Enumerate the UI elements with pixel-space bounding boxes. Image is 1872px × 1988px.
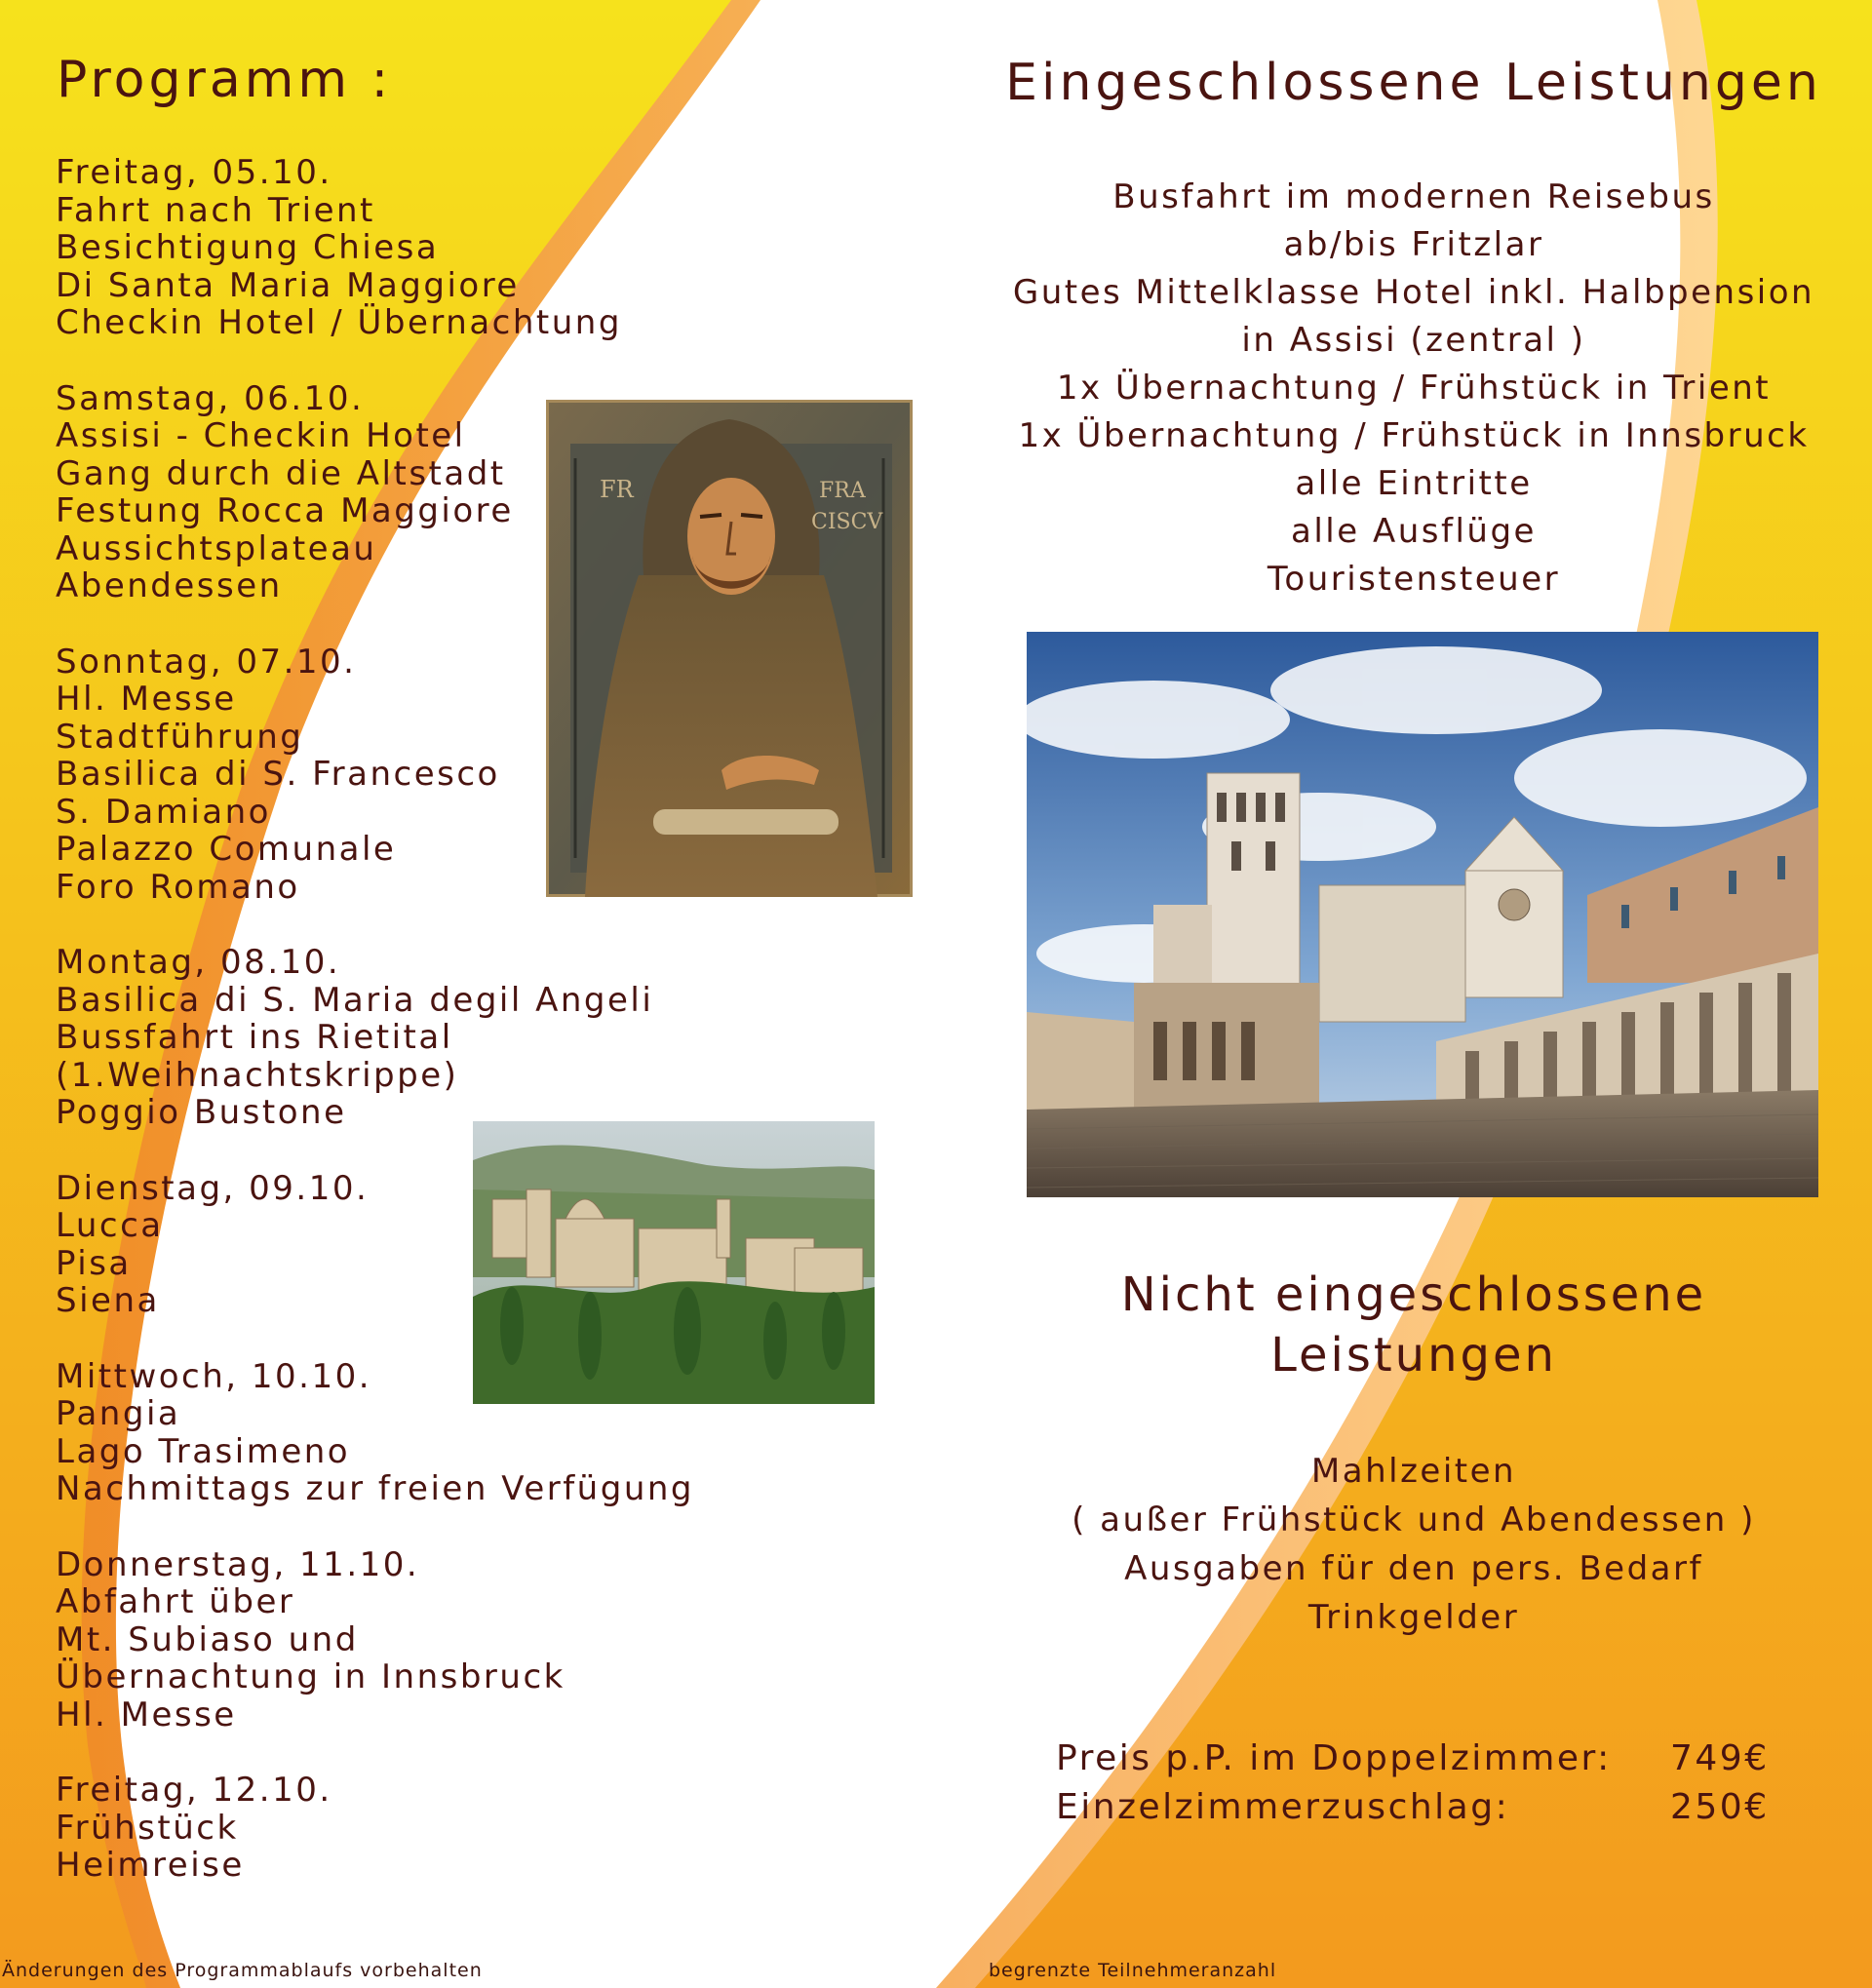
not-included-title-line-1: Nicht eingeschlossene [1120, 1267, 1707, 1322]
program-day-item: Basilica di S. Francesco [56, 755, 500, 794]
program-day-item: Foro Romano [56, 867, 300, 907]
program-day-item: Frühstück [56, 1808, 239, 1848]
basilica-san-francesco-photo [1027, 632, 1818, 1197]
program-day-date: Donnerstag, 11.10. [56, 1544, 420, 1584]
program-day-date: Sonntag, 07.10. [56, 642, 357, 682]
program-day-date: Samstag, 06.10. [56, 378, 365, 418]
program-day-item: Di Santa Maria Maggiore [56, 265, 520, 305]
program-day-item: Heimreise [56, 1846, 245, 1885]
included-service-item: ab/bis Fritzlar [1283, 225, 1544, 264]
program-day-item: Stadtführung [56, 717, 304, 757]
program-day-item: Assisi - Checkin Hotel [56, 416, 466, 455]
footer-note-limited-participants: begrenzte Teilnehmeranzahl [989, 1960, 1277, 1981]
program-day-item: Gang durch die Altstadt [56, 453, 506, 493]
program-day-item: Abfahrt über [56, 1582, 295, 1621]
program-title: Programm : [57, 51, 393, 109]
program-day-item: Checkin Hotel / Übernachtung [56, 303, 622, 342]
not-included-title-line-2: Leistungen [1270, 1328, 1557, 1383]
program-day-date: Mittwoch, 10.10. [56, 1356, 372, 1396]
included-service-item: 1x Übernachtung / Frühstück in Innsbruck [1018, 416, 1810, 455]
fresco-inscription-right-2: CISCV [811, 510, 883, 534]
included-service-item: alle Eintritte [1295, 464, 1533, 503]
not-included-services-list [975, 1447, 1852, 1642]
program-day-date: Dienstag, 09.10. [56, 1168, 370, 1208]
program-day [56, 1546, 797, 1735]
program-day-item: Hl. Messe [56, 1695, 237, 1735]
program-day-item: Hl. Messe [56, 680, 237, 719]
fresco-inscription-right-1: FRA [819, 479, 866, 503]
program-day [56, 944, 797, 1132]
program-day-item: Abendessen [56, 566, 283, 605]
double-room-price-value: 749€ [1670, 1738, 1770, 1778]
program-day-item: S. Damiano [56, 792, 271, 832]
included-service-item: Busfahrt im modernen Reisebus [1112, 177, 1715, 216]
price-row-single-supplement [1056, 1783, 1777, 1832]
program-day-item: Nachmittags zur freien Verfügung [56, 1469, 694, 1508]
single-room-supplement-label: Einzelzimmerzuschlag: [1056, 1787, 1510, 1827]
program-day-item: Bussfahrt ins Rietital [56, 1018, 453, 1057]
program-day-item: Aussichtsplateau [56, 528, 377, 568]
included-service-item: 1x Übernachtung / Frühstück in Trient [1056, 369, 1772, 408]
not-included-service-item: Ausgaben für den pers. Bedarf [1124, 1549, 1703, 1588]
included-service-item: Gutes Mittelklasse Hotel inkl. Halbpension [1012, 273, 1815, 312]
included-service-item: Touristensteuer [1267, 560, 1561, 599]
not-included-services-title [975, 1265, 1852, 1385]
price-row-double-room [1056, 1735, 1777, 1783]
fresco-inscription-left: FR [600, 476, 634, 503]
price-table [1056, 1735, 1777, 1832]
not-included-service-item: ( außer Frühstück und Abendessen ) [1072, 1501, 1756, 1540]
program-day-item: Siena [56, 1281, 160, 1320]
program-day-item: Pisa [56, 1243, 132, 1283]
program-day [56, 1772, 797, 1885]
included-services-list [975, 174, 1852, 604]
program-day-item: Fahrt nach Trient [56, 190, 375, 230]
program-day-item: Besichtigung Chiesa [56, 228, 440, 267]
included-service-item: alle Ausflüge [1291, 512, 1537, 551]
program-day-item: Lago Trasimeno [56, 1431, 351, 1471]
program-day-date: Freitag, 05.10. [56, 153, 332, 192]
program-day-item: Lucca [56, 1206, 164, 1245]
program-day [56, 154, 797, 342]
not-included-service-item: Trinkgelder [1307, 1598, 1520, 1637]
saint-francis-fresco-image [546, 400, 913, 897]
program-day-item: (1.Weihnachtskrippe) [56, 1055, 459, 1095]
assisi-town-photo [473, 1121, 875, 1404]
single-room-supplement-value: 250€ [1670, 1787, 1770, 1827]
double-room-price-label: Preis p.P. im Doppelzimmer: [1056, 1738, 1612, 1778]
program-day-date: Montag, 08.10. [56, 943, 341, 982]
program-day-item: Übernachtung in Innsbruck [56, 1657, 566, 1696]
program-day-date: Freitag, 12.10. [56, 1771, 332, 1810]
program-day-item: Mt. Subiaso und [56, 1619, 359, 1659]
not-included-service-item: Mahlzeiten [1310, 1452, 1517, 1491]
program-day-item: Festung Rocca Maggiore [56, 491, 514, 530]
program-day-item: Basilica di S. Maria degil Angeli [56, 980, 654, 1020]
included-service-item: in Assisi (zentral ) [1241, 321, 1586, 360]
footer-note-changes: Änderungen des Programmablaufs vorbehalten [2, 1960, 483, 1981]
program-day-item: Poggio Bustone [56, 1093, 347, 1132]
included-services-title: Eingeschlossene Leistungen [1005, 54, 1822, 112]
program-day-item: Pangia [56, 1394, 181, 1433]
program-day-item: Palazzo Comunale [56, 830, 397, 869]
